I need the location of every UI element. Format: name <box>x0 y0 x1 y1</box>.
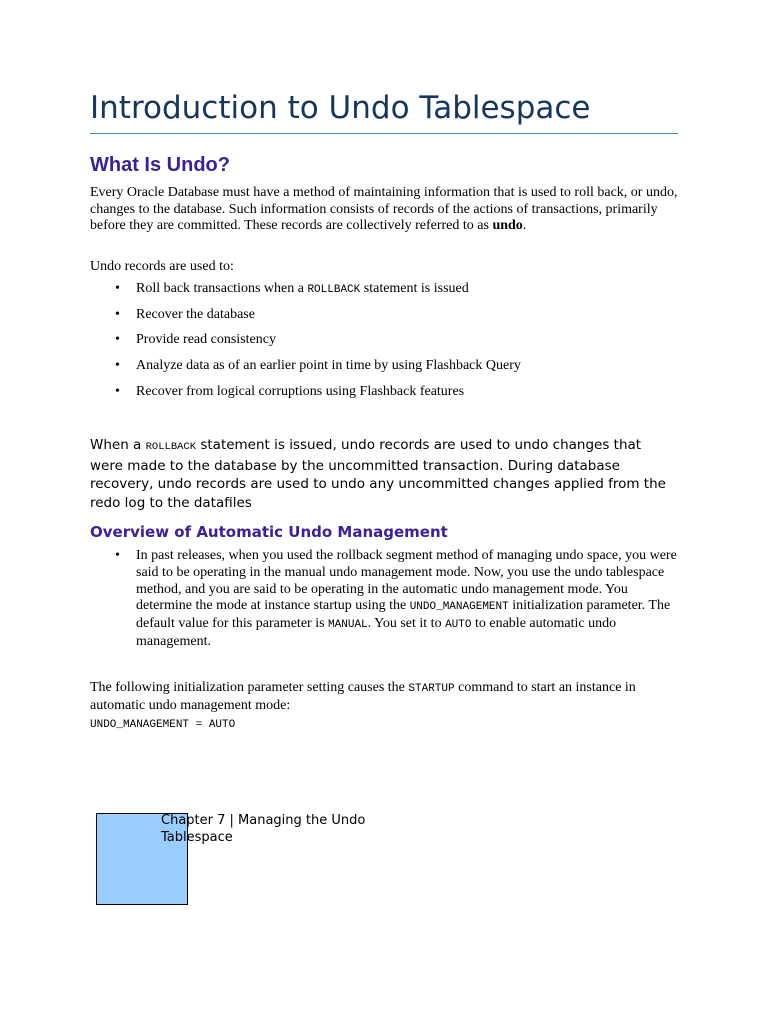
list-item-text: Analyze data as of an earlier point in time by using Flashback Query <box>136 358 521 374</box>
footer-chapter-label: Chapter 7 | Managing the Undo Tablespace <box>161 813 366 845</box>
overview-text-part: In past releases, when you used the rollback segment method of managing undo space, you were said to be operating in the manual undo management mode. Now, you use the undo tablespace method, and you are said to be operating in the automatic undo management mode. You determine the mode at instance startup using the <box>136 548 677 614</box>
overview-text-part: . You set it to <box>367 616 446 632</box>
intro-bold-term: undo <box>492 218 523 233</box>
inline-code: ROLLBACK <box>145 441 197 453</box>
section-heading-what-is-undo: What Is Undo? <box>90 154 230 176</box>
startup-paragraph <box>90 680 678 714</box>
overview-text-part: initialization parameter. The default value for this parameter is <box>136 598 671 632</box>
list-item-text-pre: Roll back transactions when a <box>136 281 308 296</box>
code-block: UNDO_MANAGEMENT = AUTO <box>90 719 236 731</box>
list-item-text-post: statement is issued <box>360 281 469 296</box>
bullet-icon: • <box>115 383 120 399</box>
rollback-paragraph <box>90 436 678 512</box>
rollback-text-pre: When a <box>90 437 146 453</box>
list-item <box>90 548 678 651</box>
list-item <box>90 332 678 358</box>
list-item-text: Recover from logical corruptions using Flashback features <box>136 383 465 399</box>
intro-paragraph <box>90 185 678 235</box>
rollback-text-post: statement is issued, undo records are used to undo changes that were made to the database by the uncommitted transaction. During database recovery, undo records are used to undo any uncommitted changes applied from the redo log to the datafiles <box>90 437 666 511</box>
list-item <box>90 384 678 410</box>
bullet-icon: • <box>115 548 120 563</box>
section-heading-automatic-undo: Overview of Automatic Undo Management <box>90 523 448 541</box>
inline-code: UNDO_MANAGEMENT <box>409 601 509 614</box>
inline-code: AUTO <box>445 619 472 632</box>
list-item <box>90 358 678 384</box>
undo-uses-list <box>90 281 678 409</box>
list-item-text: Provide read consistency <box>136 332 276 348</box>
bullet-icon: • <box>115 358 120 374</box>
list-item <box>90 281 678 307</box>
intro-end: . <box>522 218 527 233</box>
overview-text-part: to enable automatic undo management. <box>136 616 617 649</box>
inline-code: STARTUP <box>408 683 455 695</box>
inline-code: ROLLBACK <box>307 284 361 296</box>
inline-code: MANUAL <box>328 619 368 632</box>
list-item-text: Recover the database <box>136 306 255 322</box>
startup-text-pre: The following initialization parameter setting causes the <box>90 680 409 695</box>
page-title: Introduction to Undo Tablespace <box>90 90 591 126</box>
bullet-icon: • <box>115 306 120 322</box>
bullet-icon: • <box>115 332 120 348</box>
overview-text <box>136 548 678 651</box>
title-underline <box>90 133 678 134</box>
bullet-icon: • <box>115 281 120 296</box>
used-to-paragraph: Undo records are used to: <box>90 259 234 274</box>
intro-text: Every Oracle Database must have a method of maintaining information that is used to roll back, or undo, changes to the database. Such information consists of records of the actions of transactions, primarily before they are committed. These records are collectively referred to as <box>90 185 678 233</box>
startup-text-post: command to start an instance in automatic undo management mode: <box>90 680 636 713</box>
list-item <box>90 307 678 333</box>
